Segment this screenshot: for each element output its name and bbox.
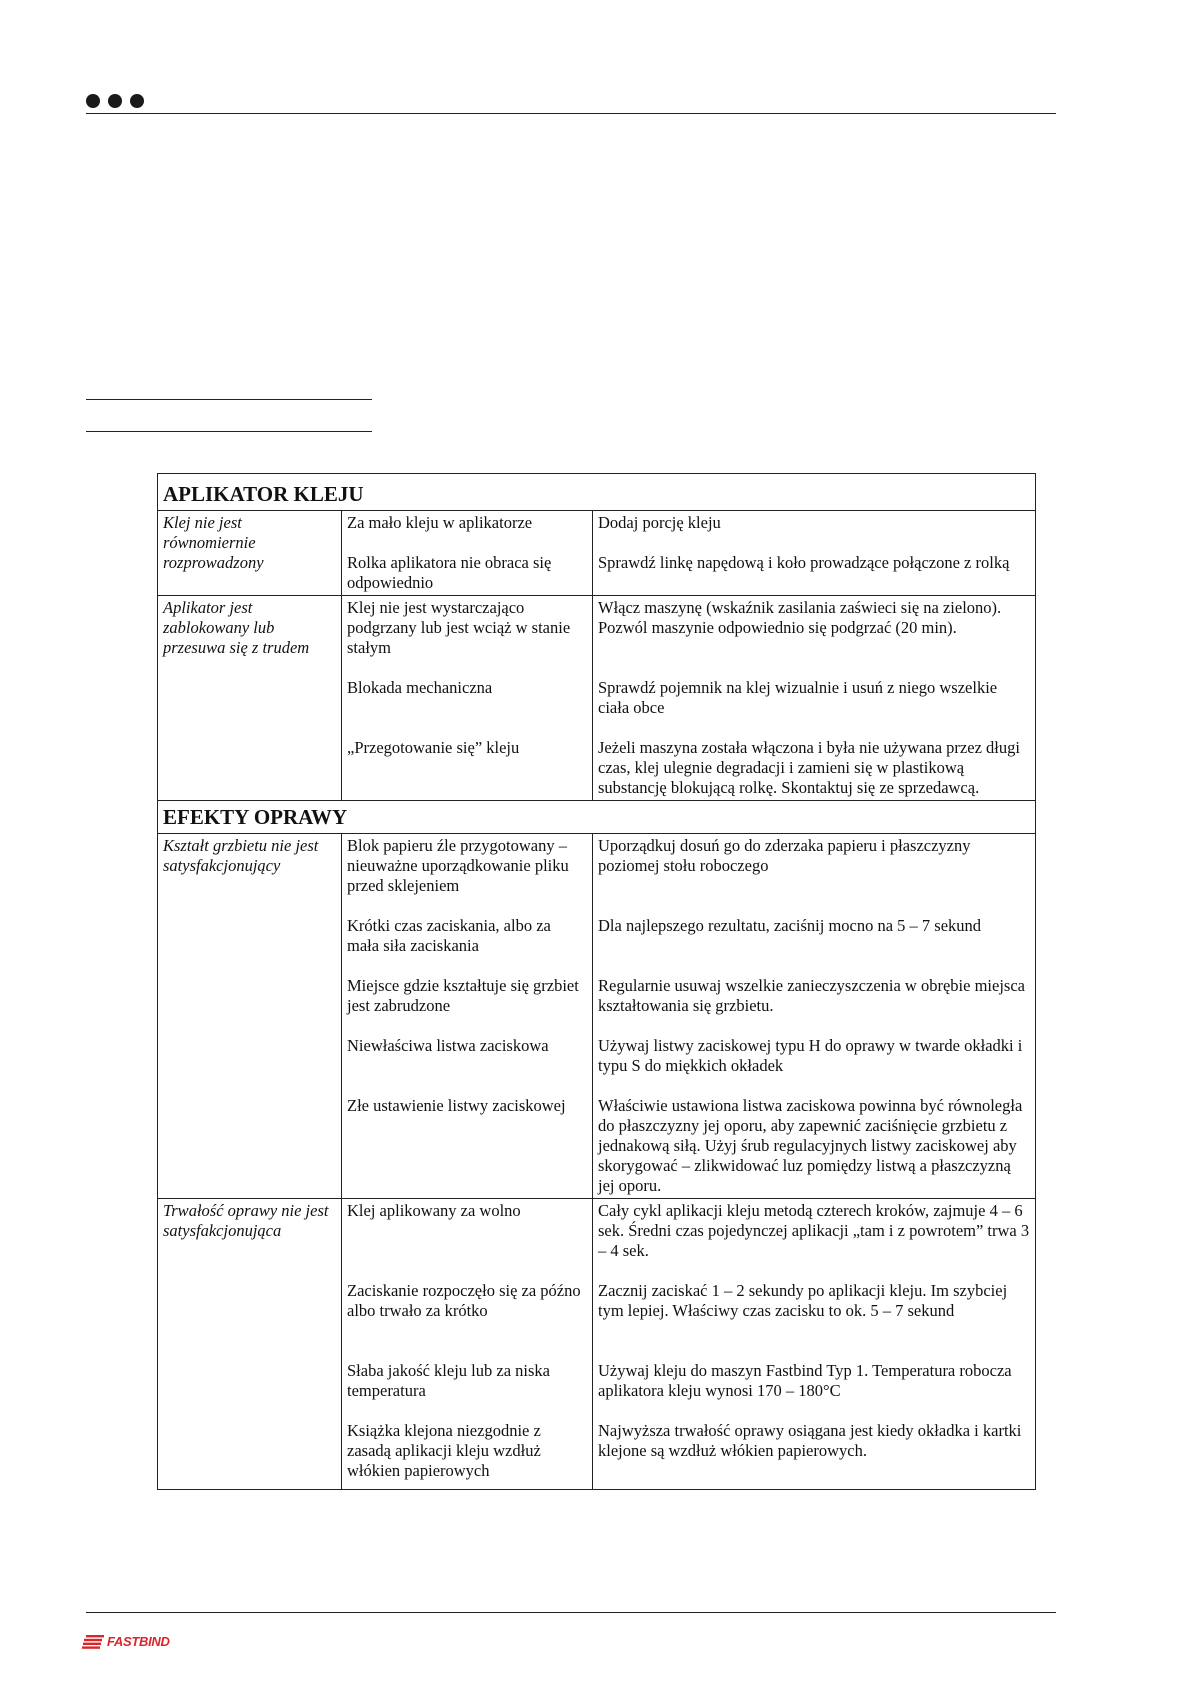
- section-title: EFEKTY OPRAWY: [158, 801, 1036, 834]
- table-row: [158, 834, 1036, 1199]
- cause-cell: [342, 596, 593, 801]
- solution-item: Jeżeli maszyna została włączona i była nie używana przez długi czas, klej ulegnie degradacji i zamieni się w plastikową substancję blokującą rolkę. Skontaktuj się ze sprzedawcą.: [598, 738, 1020, 797]
- header-dots: [86, 94, 144, 108]
- solution-item: Sprawdź linkę napędową i koło prowadzące połączone z rolką: [598, 553, 1010, 572]
- solution-item: Uporządkuj dosuń go do zderzaka papieru i płaszczyzny poziomej stołu roboczego: [598, 836, 971, 875]
- cause-cell: [342, 1199, 593, 1490]
- dot-icon: [86, 94, 100, 108]
- section-header-row: [158, 801, 1036, 834]
- fastbind-logo-icon: [82, 1635, 104, 1649]
- problem-cell: Trwałość oprawy nie jest satysfakcjonująca: [158, 1199, 342, 1490]
- blank-line-2: [86, 431, 372, 432]
- problem-cell: Klej nie jest równomiernie rozprowadzony: [158, 511, 342, 596]
- fastbind-logo: [82, 1634, 170, 1649]
- solution-item: Cały cykl aplikacji kleju metodą czterech kroków, zajmuje 4 – 6 sek. Średni czas pojedynczej aplikacji „tam i z powrotem” trwa 3 – 4 sek.: [598, 1201, 1030, 1260]
- problem-cell: Aplikator jest zablokowany lub przesuwa się z trudem: [158, 596, 342, 801]
- cause-item: Za mało kleju w aplikatorze: [347, 513, 533, 532]
- cause-item: Blokada mechaniczna: [347, 678, 493, 697]
- cause-cell: [342, 511, 593, 596]
- cause-cell: [342, 834, 593, 1199]
- cause-item: Klej nie jest wystarczająco podgrzany lub jest wciąż w stanie stałym: [347, 598, 571, 657]
- solution-item: Sprawdź pojemnik na klej wizualnie i usuń z niego wszelkie ciała obce: [598, 678, 998, 717]
- cause-item: Klej aplikowany za wolno: [347, 1201, 521, 1220]
- solution-cell: [593, 1199, 1036, 1490]
- solution-item: Regularnie usuwaj wszelkie zanieczyszczenia w obrębie miejsca kształtowania się grzbietu.: [598, 976, 1025, 1015]
- blank-line-1: [86, 399, 372, 400]
- solution-item: Zacznij zaciskać 1 – 2 sekundy po aplikacji kleju. Im szybciej tym lepiej. Właściwy czas zacisku to ok. 5 – 7 sekund: [598, 1281, 1008, 1320]
- dot-icon: [108, 94, 122, 108]
- cause-item: Zaciskanie rozpoczęło się za późno albo trwało za krótko: [347, 1281, 581, 1320]
- solution-item: Dla najlepszego rezultatu, zaciśnij mocno na 5 – 7 sekund: [598, 916, 982, 935]
- cause-item: Słaba jakość kleju lub za niska temperatura: [347, 1361, 550, 1400]
- section-title: APLIKATOR KLEJU: [158, 474, 1036, 511]
- solution-cell: [593, 511, 1036, 596]
- cause-item: Książka klejona niezgodnie z zasadą aplikacji kleju wzdłuż włókien papierowych: [347, 1421, 541, 1480]
- solution-item: Używaj listwy zaciskowej typu H do oprawy w twarde okładki i typu S do miękkich okładek: [598, 1036, 1023, 1075]
- solution-item: Dodaj porcję kleju: [598, 513, 721, 532]
- cause-item: Blok papieru źle przygotowany –nieuważne uporządkowanie pliku przed sklejeniem: [347, 836, 569, 895]
- troubleshooting-table: [157, 473, 1036, 1490]
- solution-item: Właściwie ustawiona listwa zaciskowa powinna być równoległa do płaszczyzny jej oporu, aby zapewnić zaciśnięcie grzbietu z jednakową siłą. Użyj śrub regulacyjnych listwy zaciskowej aby skorygować – zlikwidować luz pomiędzy listwą a płaszczyzną jej oporu.: [598, 1096, 1023, 1195]
- cause-item: Złe ustawienie listwy zaciskowej: [347, 1096, 566, 1115]
- brand-name: FASTBIND: [107, 1634, 170, 1649]
- table-row: [158, 1199, 1036, 1490]
- problem-cell: Kształt grzbietu nie jest satysfakcjonujący: [158, 834, 342, 1199]
- dot-icon: [130, 94, 144, 108]
- solution-item: Używaj kleju do maszyn Fastbind Typ 1. Temperatura robocza aplikatora kleju wynosi 170 – 180°C: [598, 1361, 1012, 1400]
- solution-item: Włącz maszynę (wskaźnik zasilania zaświeci się na zielono). Pozwól maszynie odpowiednio się podgrzać (20 min).: [598, 598, 1002, 637]
- table-row: [158, 511, 1036, 596]
- cause-item: Miejsce gdzie kształtuje się grzbiet jest zabrudzone: [347, 976, 579, 1015]
- solution-cell: [593, 834, 1036, 1199]
- section-header-row: [158, 474, 1036, 511]
- cause-item: Niewłaściwa listwa zaciskowa: [347, 1036, 549, 1055]
- cause-item: Rolka aplikatora nie obraca się odpowiednio: [347, 553, 552, 592]
- header-rule: [86, 113, 1056, 114]
- solution-item: Najwyższa trwałość oprawy osiągana jest kiedy okładka i kartki klejone są wzdłuż włókien papierowych.: [598, 1421, 1022, 1460]
- cause-item: „Przegotowanie się” kleju: [347, 738, 520, 757]
- table-row: [158, 596, 1036, 801]
- footer-rule: [86, 1612, 1056, 1613]
- cause-item: Krótki czas zaciskania, albo za mała siła zaciskania: [347, 916, 551, 955]
- solution-cell: [593, 596, 1036, 801]
